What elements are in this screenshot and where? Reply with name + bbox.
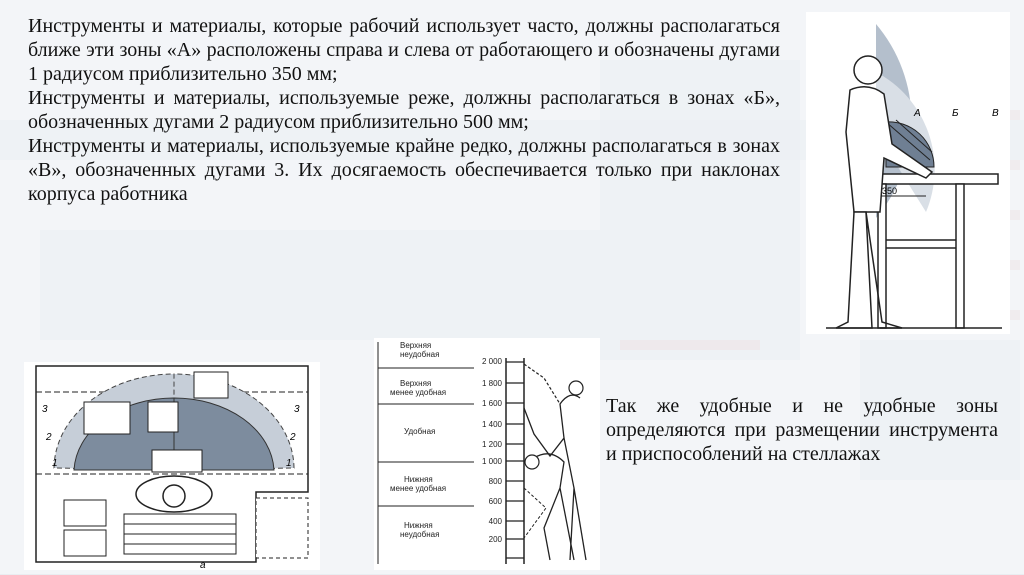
tick-1200: 1 200: [481, 440, 502, 449]
workplace-plan-figure: [24, 362, 320, 570]
zone-upper-less-comfortable-line1: Верхняя: [400, 379, 432, 388]
right-arc-3-label: 3: [294, 404, 300, 415]
left-arc-2-label: 2: [46, 432, 52, 443]
left-arc-3-label: 3: [42, 404, 48, 415]
zone-a-label: А: [914, 108, 921, 119]
shelving-zones-text: [606, 394, 998, 466]
tick-800: 800: [488, 477, 502, 486]
zone-lower-less-comfortable-line1: Нижняя: [404, 475, 433, 484]
zone-comfortable-label: Удобная: [404, 427, 436, 436]
zone-c-label: В: [992, 108, 999, 119]
paragraph-zone-c: Инструменты и материалы, используемые крайне редко, должны располагаться в зонах «В», обозначенных дугами 3. Их досягаемость обеспечивается только при наклонах корпуса работника: [28, 135, 780, 205]
zone-upper-uncomfortable-line1: Верхняя: [400, 341, 432, 350]
tick-1400: 1 400: [481, 420, 502, 429]
zone-lower-uncomfortable-line2: неудобная: [400, 530, 440, 539]
tick-1800: 1 800: [481, 379, 502, 388]
workplace-plan-drawing: [24, 362, 320, 570]
zone-lower-uncomfortable-line1: Нижняя: [404, 521, 433, 530]
worker-reach-drawing: [806, 12, 1010, 334]
right-arc-2-label: 2: [290, 432, 296, 443]
paragraph-zone-b: Инструменты и материалы, используемые реже, должны располагаться в зонах «Б», обозначенных дугами 2 радиусом приблизительно 500 мм;: [28, 87, 780, 133]
worker-reach-figure: [806, 12, 1010, 334]
paragraph-zone-a: Инструменты и материалы, которые рабочий использует часто, должны располагаться ближе эти зоны «А» расположены справа и слева от работающего и обозначены дугами 1 радиусом приблизительно 350 мм;: [28, 15, 780, 85]
zone-upper-uncomfortable-line2: неудобная: [400, 350, 440, 359]
zone-lower-less-comfortable-line2: менее удобная: [390, 484, 447, 493]
shelving-zones-paragraph: Так же удобные и не удобные зоны определяются при размещении инструмента и приспособлений на стеллажах: [606, 395, 998, 465]
tick-2000: 2 000: [481, 357, 502, 366]
zone-upper-less-comfortable-line2: менее удобная: [390, 388, 447, 397]
main-text: [28, 14, 780, 206]
rack-zones-drawing: [374, 338, 600, 570]
tick-1600: 1 600: [481, 399, 502, 408]
plan-caption: а: [200, 560, 206, 570]
radius-350-label: 350: [882, 186, 898, 196]
tick-1000: 1 000: [481, 457, 502, 466]
tick-200: 200: [488, 535, 502, 544]
rack-zones-figure: [374, 338, 600, 570]
zone-b-label: Б: [952, 108, 959, 119]
tick-600: 600: [488, 497, 502, 506]
tick-400: 400: [488, 517, 502, 526]
right-arc-1-label: 1: [286, 458, 292, 469]
left-arc-1-label: 1: [52, 458, 58, 469]
